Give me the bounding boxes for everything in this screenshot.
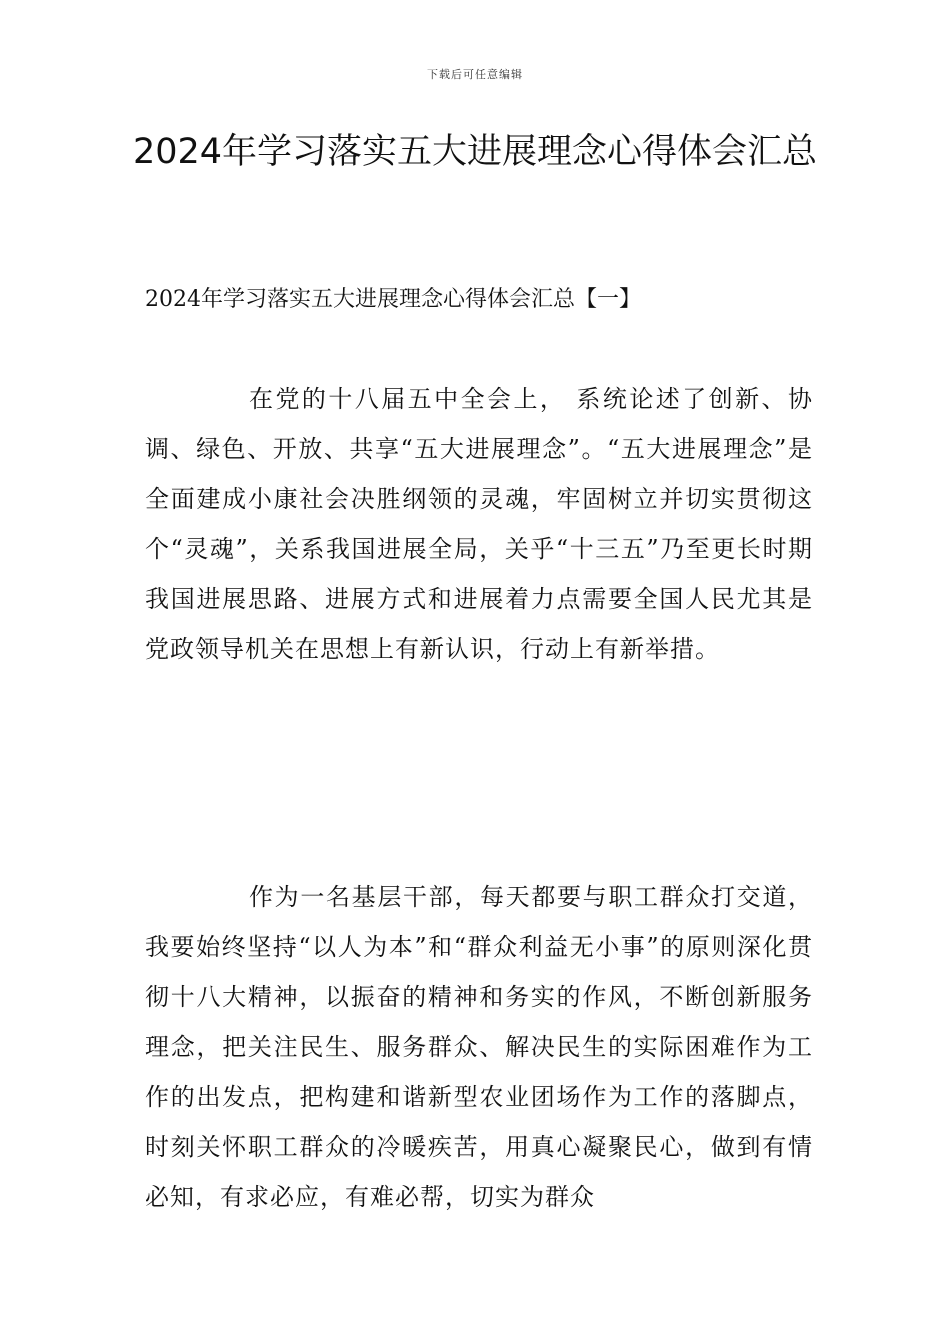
header-note: 下载后可任意编辑 — [427, 68, 523, 81]
body-paragraph-1: 在党的十八届五中全会上， 系统论述了创新、协调、绿色、开放、共享“五大进展理念”。“五大进展理念”是全面建成小康社会决胜纲领的灵魂，牢固树立并切实贯彻这个“灵魂”，关系我国进展全局，关乎“十三五”乃至更长时期我国进展思路、进展方式和进展着力点需要全国人民尤其是党政领导机关在思想上有新认识，行动上有新举措。 — [145, 385, 813, 663]
body-paragraph-2: 作为一名基层干部，每天都要与职工群众打交道，我要始终坚持“以人为本”和“群众利益无小事”的原则深化贯彻十八大精神，以振奋的精神和务实的作风，不断创新服务理念，把关注民生、服务群众、解决民生的实际困难作为工作的出发点，把构建和谐新型农业团场作为工作的落脚点，时刻关怀职工群众的冷暖疾苦，用真心凝聚民心，做到有情必知，有求必应，有难必帮，切实为群众 — [145, 883, 813, 1211]
section-heading: 2024年学习落实五大进展理念心得体会汇总【一】 — [145, 287, 641, 312]
document-title: 2024年学习落实五大进展理念心得体会汇总 — [132, 132, 818, 172]
